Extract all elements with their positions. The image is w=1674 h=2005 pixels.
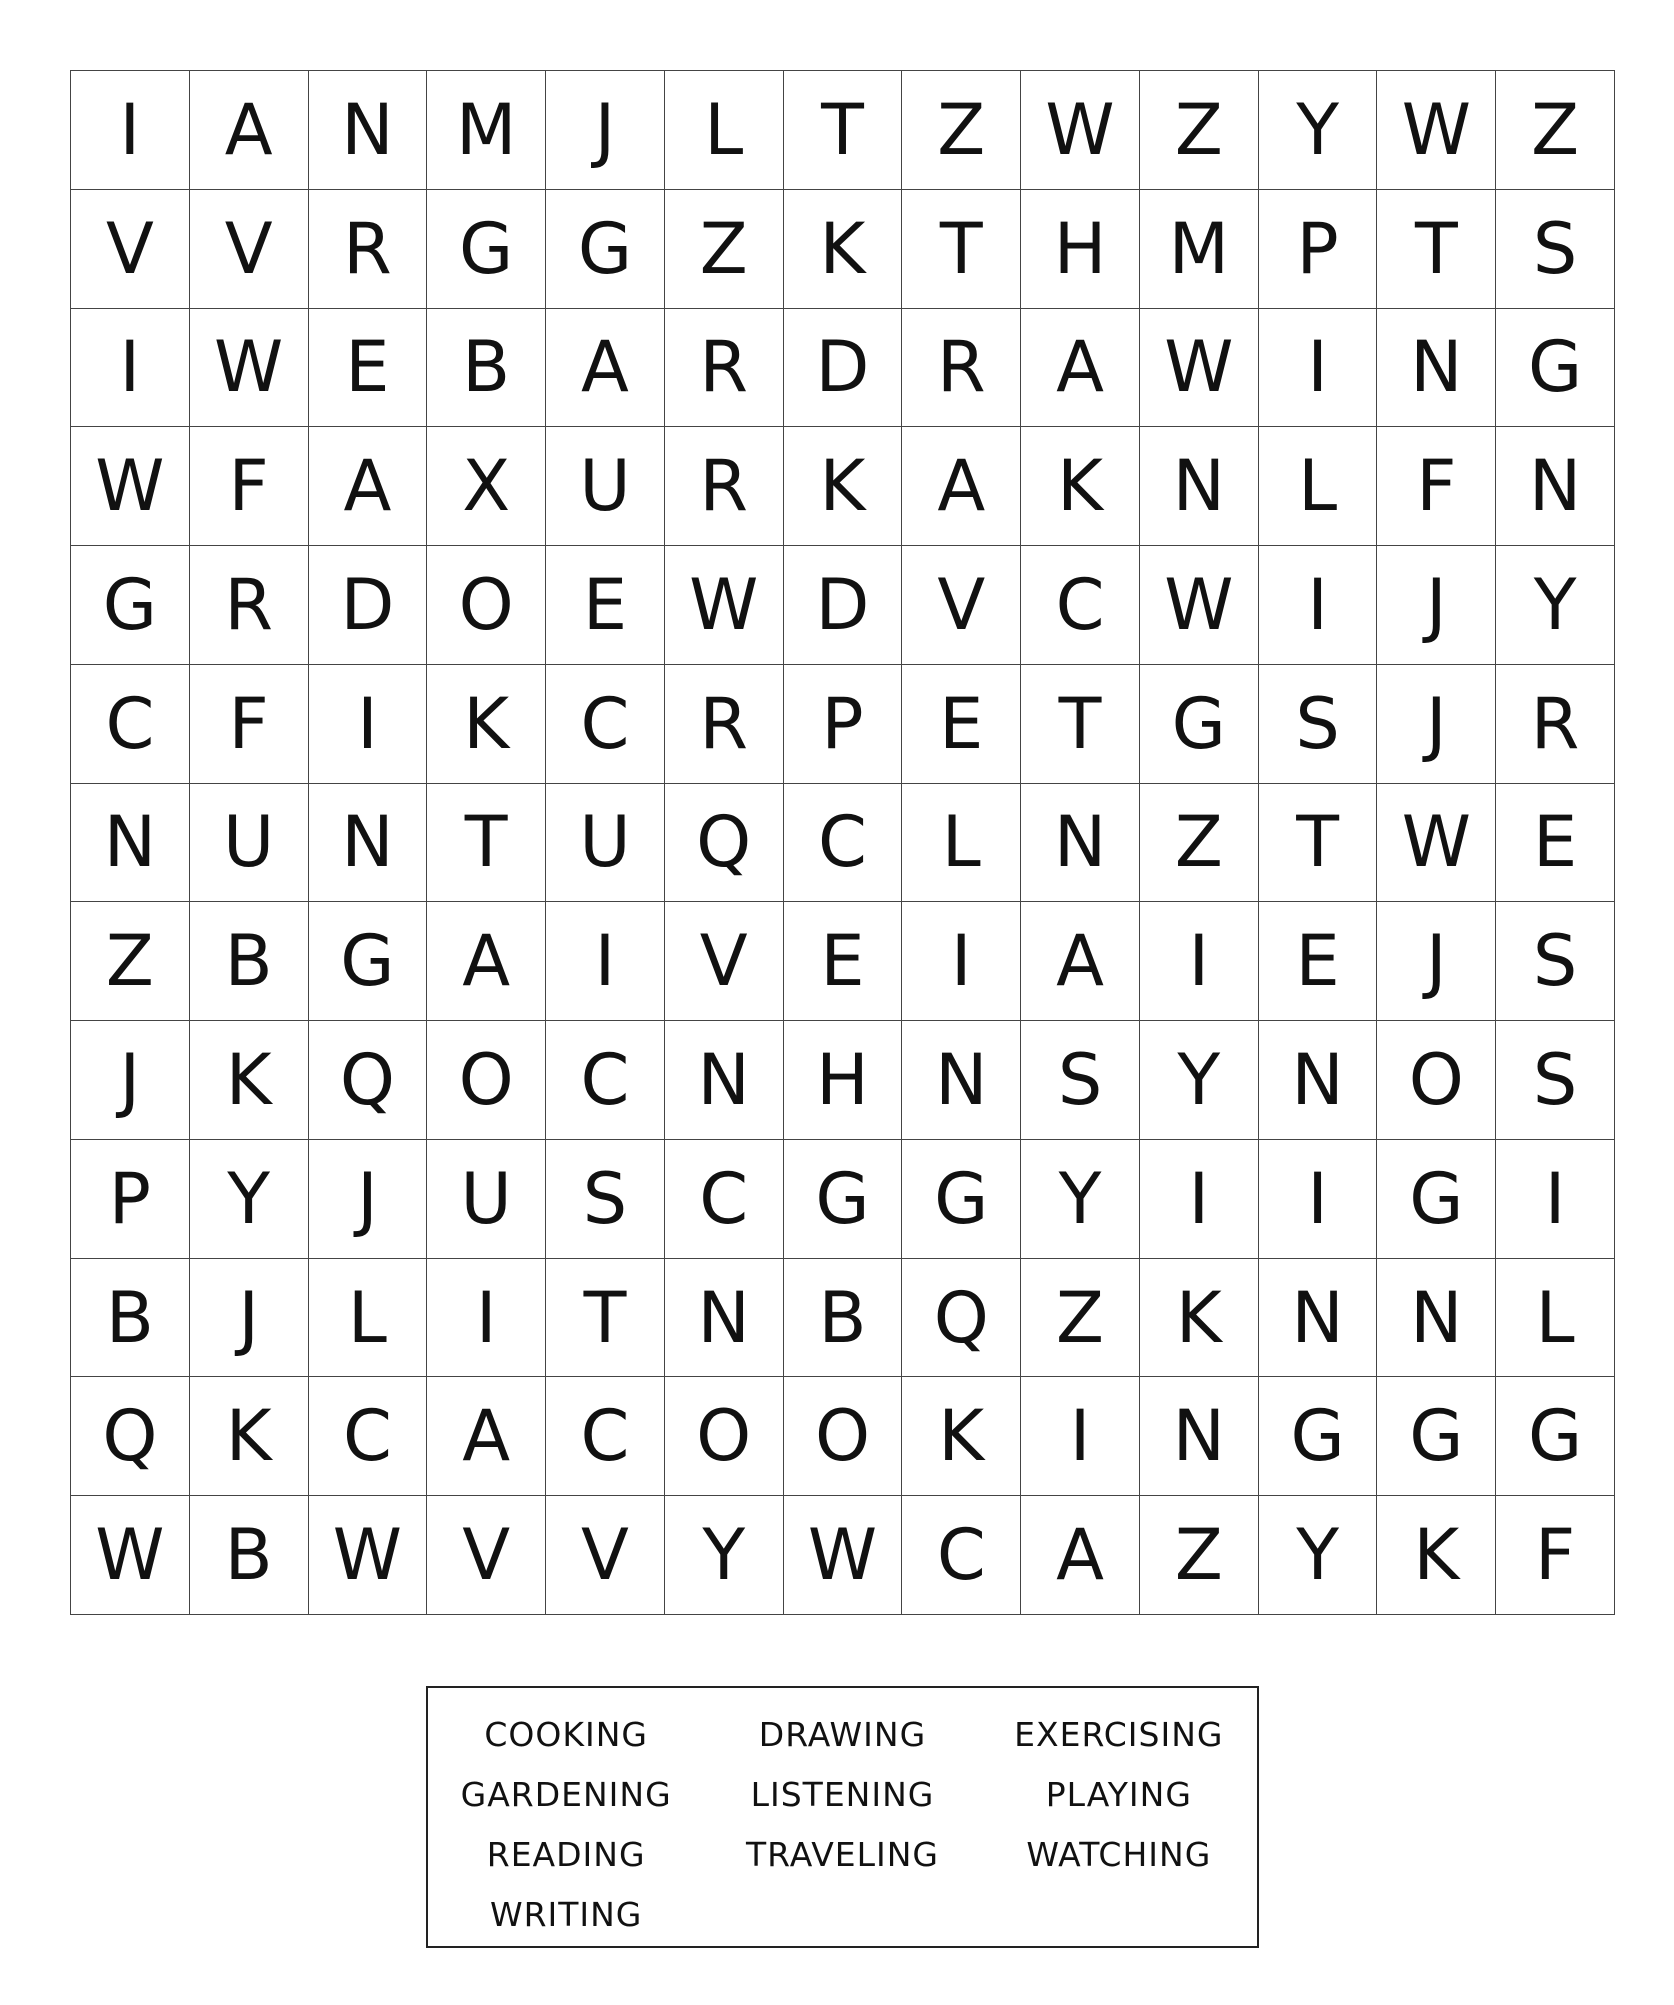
word-list-item: WRITING	[489, 1894, 643, 1934]
grid-cell[interactable]: S	[1259, 665, 1378, 784]
grid-cell[interactable]: X	[427, 427, 546, 546]
grid-cell[interactable]: U	[546, 784, 665, 903]
grid-cell[interactable]: N	[309, 71, 428, 190]
grid-cell[interactable]: Y	[1140, 1021, 1259, 1140]
grid-cell[interactable]: O	[665, 1377, 784, 1496]
word-list-item: DRAWING	[758, 1714, 927, 1754]
grid-cell[interactable]: P	[1259, 190, 1378, 309]
grid-cell[interactable]: R	[902, 309, 1021, 428]
grid-cell[interactable]: A	[902, 427, 1021, 546]
grid-cell[interactable]: W	[1021, 71, 1140, 190]
grid-cell[interactable]: I	[427, 1259, 546, 1378]
grid-cell[interactable]: B	[784, 1259, 903, 1378]
grid-cell[interactable]: L	[1259, 427, 1378, 546]
grid-cell[interactable]: Z	[71, 902, 190, 1021]
grid-cell[interactable]: J	[1377, 546, 1496, 665]
grid-cell[interactable]: C	[546, 665, 665, 784]
grid-cell[interactable]: G	[902, 1140, 1021, 1259]
grid-cell[interactable]: G	[1140, 665, 1259, 784]
grid-cell[interactable]: N	[1377, 1259, 1496, 1378]
grid-cell[interactable]: C	[546, 1377, 665, 1496]
grid-cell[interactable]: K	[902, 1377, 1021, 1496]
word-list-item: TRAVELING	[745, 1834, 939, 1874]
grid-cell[interactable]: D	[784, 309, 903, 428]
grid-cell[interactable]: O	[784, 1377, 903, 1496]
grid-cell[interactable]: J	[71, 1021, 190, 1140]
grid-cell[interactable]: I	[546, 902, 665, 1021]
word-list-item: WATCHING	[1026, 1834, 1212, 1874]
grid-cell[interactable]: N	[1496, 427, 1615, 546]
grid-cell[interactable]: Z	[1140, 784, 1259, 903]
grid-cell[interactable]: R	[1496, 665, 1615, 784]
grid-cell[interactable]: Z	[1140, 71, 1259, 190]
grid-cell[interactable]: G	[546, 190, 665, 309]
letter-grid	[70, 70, 1615, 1615]
grid-cell[interactable]: Z	[1140, 1496, 1259, 1615]
grid-cell[interactable]: I	[1140, 1140, 1259, 1259]
grid-cell[interactable]: G	[1377, 1377, 1496, 1496]
grid-cell[interactable]: C	[784, 784, 903, 903]
grid-cell[interactable]: F	[1496, 1496, 1615, 1615]
grid-cell[interactable]: B	[190, 1496, 309, 1615]
grid-cell[interactable]: Q	[71, 1377, 190, 1496]
grid-cell[interactable]: W	[71, 427, 190, 546]
grid-cell[interactable]: E	[309, 309, 428, 428]
word-list-item: EXERCISING	[1014, 1714, 1224, 1754]
grid-cell[interactable]: T	[784, 71, 903, 190]
grid-cell[interactable]: J	[309, 1140, 428, 1259]
grid-cell[interactable]: N	[71, 784, 190, 903]
grid-cell[interactable]: O	[427, 1021, 546, 1140]
grid-cell[interactable]: T	[427, 784, 546, 903]
grid-cell[interactable]: T	[1377, 190, 1496, 309]
grid-cell[interactable]: I	[1140, 902, 1259, 1021]
grid-cell[interactable]: P	[784, 665, 903, 784]
word-list-item: READING	[486, 1834, 646, 1874]
grid-cell[interactable]: H	[784, 1021, 903, 1140]
grid-cell[interactable]: B	[427, 309, 546, 428]
grid-cell[interactable]: E	[1259, 902, 1378, 1021]
grid-cell[interactable]: K	[1377, 1496, 1496, 1615]
grid-cell[interactable]: N	[665, 1259, 784, 1378]
grid-cell[interactable]: R	[665, 427, 784, 546]
grid-cell[interactable]: S	[1021, 1021, 1140, 1140]
grid-cell[interactable]: S	[1496, 1021, 1615, 1140]
grid-cell[interactable]: S	[1496, 190, 1615, 309]
grid-cell[interactable]: W	[309, 1496, 428, 1615]
grid-cell[interactable]: Z	[902, 71, 1021, 190]
grid-cell[interactable]: U	[427, 1140, 546, 1259]
grid-cell[interactable]: N	[1259, 1259, 1378, 1378]
grid-cell[interactable]: J	[546, 71, 665, 190]
grid-cell[interactable]: U	[546, 427, 665, 546]
grid-cell[interactable]: F	[1377, 427, 1496, 546]
grid-cell[interactable]: D	[784, 546, 903, 665]
grid-cell[interactable]: E	[1496, 784, 1615, 903]
grid-cell[interactable]: Q	[902, 1259, 1021, 1378]
grid-cell[interactable]: J	[1377, 902, 1496, 1021]
grid-cell[interactable]: A	[427, 902, 546, 1021]
grid-cell[interactable]: W	[665, 546, 784, 665]
grid-cell[interactable]: G	[784, 1140, 903, 1259]
grid-cell[interactable]: I	[309, 665, 428, 784]
grid-cell[interactable]: N	[1021, 784, 1140, 903]
grid-cell[interactable]: C	[309, 1377, 428, 1496]
grid-cell[interactable]: G	[1496, 309, 1615, 428]
grid-cell[interactable]: K	[190, 1377, 309, 1496]
grid-cell[interactable]: K	[190, 1021, 309, 1140]
grid-cell[interactable]: E	[546, 546, 665, 665]
grid-cell[interactable]: G	[309, 902, 428, 1021]
grid-cell[interactable]: N	[1140, 427, 1259, 546]
grid-cell[interactable]: I	[1259, 1140, 1378, 1259]
grid-cell[interactable]: B	[190, 902, 309, 1021]
grid-cell[interactable]: T	[546, 1259, 665, 1378]
grid-cell[interactable]: Y	[1496, 546, 1615, 665]
grid-cell[interactable]: F	[190, 665, 309, 784]
grid-cell[interactable]: Y	[1259, 71, 1378, 190]
grid-cell[interactable]: T	[1259, 784, 1378, 903]
grid-cell[interactable]: U	[190, 784, 309, 903]
grid-cell[interactable]: S	[546, 1140, 665, 1259]
word-list-item: LISTENING	[750, 1774, 935, 1814]
grid-cell[interactable]: W	[784, 1496, 903, 1615]
grid-cell[interactable]: O	[1377, 1021, 1496, 1140]
grid-cell[interactable]: M	[427, 71, 546, 190]
grid-cell[interactable]: A	[1021, 309, 1140, 428]
grid-cell[interactable]: J	[1377, 665, 1496, 784]
grid-cell[interactable]: A	[427, 1377, 546, 1496]
grid-cell[interactable]: F	[190, 427, 309, 546]
grid-cell[interactable]: L	[309, 1259, 428, 1378]
word-list-item: COOKING	[484, 1714, 648, 1754]
grid-cell[interactable]: L	[902, 784, 1021, 903]
grid-cell[interactable]: V	[546, 1496, 665, 1615]
grid-cell[interactable]: Y	[190, 1140, 309, 1259]
grid-cell[interactable]: Q	[665, 784, 784, 903]
grid-cell[interactable]: V	[427, 1496, 546, 1615]
grid-cell[interactable]: G	[1496, 1377, 1615, 1496]
grid-cell[interactable]: M	[1140, 190, 1259, 309]
grid-cell[interactable]: C	[1021, 546, 1140, 665]
grid-cell[interactable]: Y	[665, 1496, 784, 1615]
grid-cell[interactable]: A	[309, 427, 428, 546]
grid-cell[interactable]: W	[1377, 784, 1496, 903]
grid-cell[interactable]: G	[1259, 1377, 1378, 1496]
grid-cell[interactable]: Z	[1021, 1259, 1140, 1378]
grid-cell[interactable]: N	[902, 1021, 1021, 1140]
grid-cell[interactable]: W	[1140, 309, 1259, 428]
grid-cell[interactable]: V	[71, 190, 190, 309]
grid-cell[interactable]: I	[71, 309, 190, 428]
grid-cell[interactable]: B	[71, 1259, 190, 1378]
grid-cell[interactable]: R	[665, 665, 784, 784]
grid-cell[interactable]: K	[784, 190, 903, 309]
grid-cell[interactable]: W	[71, 1496, 190, 1615]
grid-cell[interactable]: C	[71, 665, 190, 784]
grid-cell[interactable]: T	[902, 190, 1021, 309]
grid-cell[interactable]: W	[1140, 546, 1259, 665]
grid-cell[interactable]: I	[1496, 1140, 1615, 1259]
grid-cell[interactable]: E	[784, 902, 903, 1021]
grid-cell[interactable]: A	[1021, 902, 1140, 1021]
grid-cell[interactable]: W	[190, 309, 309, 428]
grid-cell[interactable]: I	[1021, 1377, 1140, 1496]
grid-cell[interactable]: A	[1021, 1496, 1140, 1615]
grid-cell[interactable]: G	[1377, 1140, 1496, 1259]
grid-cell[interactable]: A	[190, 71, 309, 190]
grid-cell[interactable]: N	[1140, 1377, 1259, 1496]
grid-cell[interactable]: L	[1496, 1259, 1615, 1378]
grid-cell[interactable]: K	[784, 427, 903, 546]
grid-cell[interactable]: R	[190, 546, 309, 665]
grid-cell[interactable]: A	[546, 309, 665, 428]
grid-cell[interactable]: L	[665, 71, 784, 190]
grid-cell[interactable]: Y	[1021, 1140, 1140, 1259]
grid-cell[interactable]: P	[71, 1140, 190, 1259]
grid-cell[interactable]: N	[665, 1021, 784, 1140]
grid-cell[interactable]: C	[546, 1021, 665, 1140]
grid-cell[interactable]: N	[1377, 309, 1496, 428]
grid-cell[interactable]: E	[902, 665, 1021, 784]
grid-cell[interactable]: V	[190, 190, 309, 309]
grid-cell[interactable]: G	[427, 190, 546, 309]
grid-cell[interactable]: N	[1259, 1021, 1378, 1140]
grid-cell[interactable]: T	[1021, 665, 1140, 784]
grid-cell[interactable]: K	[427, 665, 546, 784]
grid-cell[interactable]: G	[71, 546, 190, 665]
grid-cell[interactable]: I	[1259, 546, 1378, 665]
grid-cell[interactable]: R	[309, 190, 428, 309]
grid-cell[interactable]: J	[190, 1259, 309, 1378]
grid-cell[interactable]: V	[902, 546, 1021, 665]
grid-cell[interactable]: Z	[665, 190, 784, 309]
grid-cell[interactable]: V	[665, 902, 784, 1021]
word-list	[426, 1686, 1259, 1948]
grid-cell[interactable]: Q	[309, 1021, 428, 1140]
grid-cell[interactable]: S	[1496, 902, 1615, 1021]
grid-cell[interactable]: K	[1140, 1259, 1259, 1378]
grid-cell[interactable]: N	[309, 784, 428, 903]
grid-cell[interactable]: O	[427, 546, 546, 665]
word-list-item: PLAYING	[1045, 1774, 1192, 1814]
grid-cell[interactable]: I	[71, 71, 190, 190]
grid-cell[interactable]: D	[309, 546, 428, 665]
word-list-item: GARDENING	[460, 1774, 672, 1814]
grid-cell[interactable]: C	[902, 1496, 1021, 1615]
grid-cell[interactable]: I	[902, 902, 1021, 1021]
grid-cell[interactable]: W	[1377, 71, 1496, 190]
grid-cell[interactable]: C	[665, 1140, 784, 1259]
grid-cell[interactable]: K	[1021, 427, 1140, 546]
grid-cell[interactable]: I	[1259, 309, 1378, 428]
grid-cell[interactable]: Z	[1496, 71, 1615, 190]
grid-cell[interactable]: Y	[1259, 1496, 1378, 1615]
grid-cell[interactable]: R	[665, 309, 784, 428]
grid-cell[interactable]: H	[1021, 190, 1140, 309]
